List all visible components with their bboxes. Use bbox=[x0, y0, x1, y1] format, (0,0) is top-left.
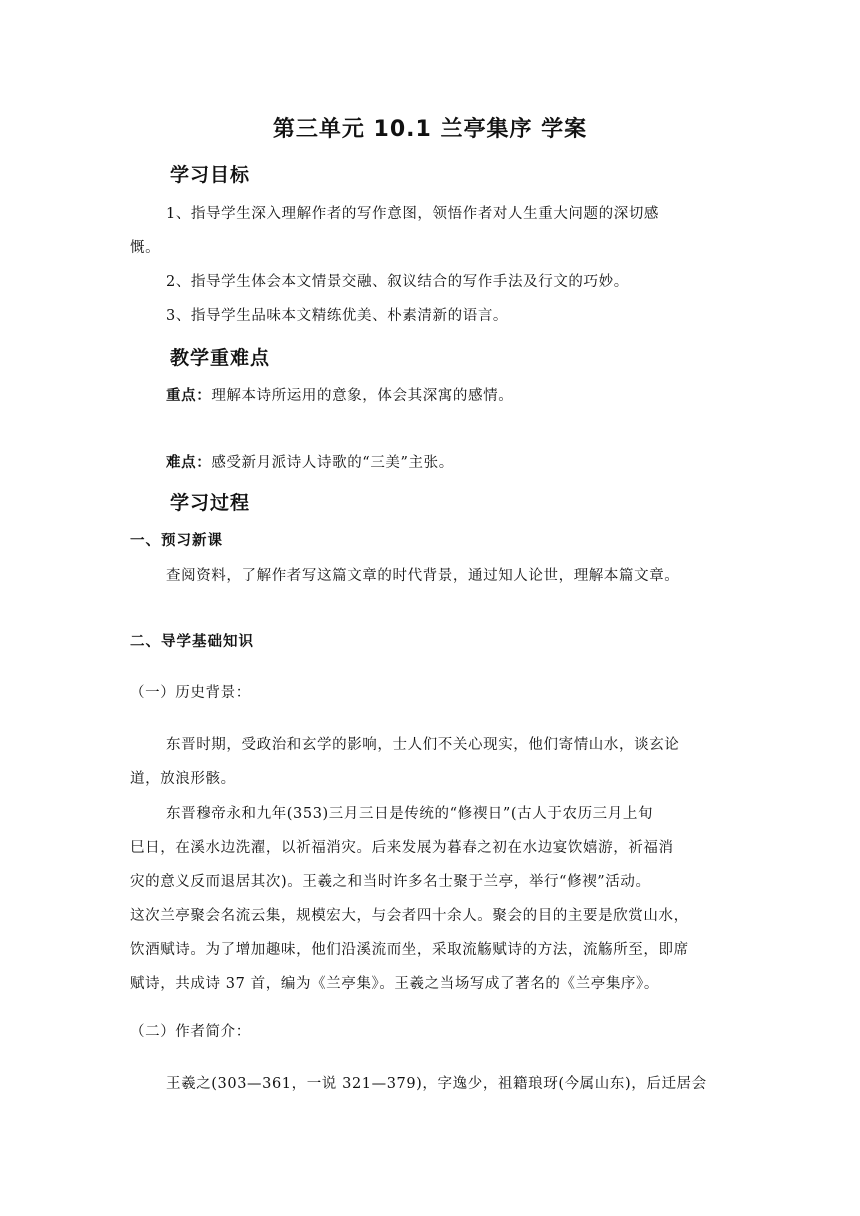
goal-item-3: 3、指导学生品味本文精练优美、朴素清新的语言。 bbox=[166, 308, 509, 324]
process-heading: 学习过程 bbox=[170, 492, 251, 514]
author-heading: （二）作者简介： bbox=[130, 1024, 251, 1040]
difficulty-line bbox=[166, 451, 454, 472]
preview-text: 查阅资料，了解作者写这篇文章的时代背景，通过知人论世，理解本篇文章。 bbox=[166, 568, 680, 584]
history-para1-line2: 道，放浪形骸。 bbox=[130, 771, 236, 787]
focus-text: 理解本诗所运用的意象，体会其深寓的感情。 bbox=[211, 388, 514, 404]
history-para2-line5: 饮酒赋诗。为了增加趣味，他们沿溪流而坐，采取流觞赋诗的方法，流觞所至，即席 bbox=[130, 942, 689, 958]
history-para2-line2: 巳日，在溪水边洗濯，以祈福消灾。后来发展为暮春之初在水边宴饮嬉游，祈福消 bbox=[130, 840, 674, 856]
focus-label: 重点： bbox=[166, 388, 212, 404]
goal-item-1: 1、指导学生深入理解作者的写作意图，领悟作者对人生重大问题的深切感 bbox=[166, 206, 660, 222]
history-para2-line6: 赋诗，共成诗 37 首，编为《兰亭集》。王羲之当场写成了著名的《兰亭集序》。 bbox=[130, 976, 659, 992]
goal-item-1-cont: 慨。 bbox=[130, 240, 161, 256]
page-title: 第三单元 10.1 兰亭集序 学案 bbox=[272, 117, 588, 142]
history-para2-line4: 这次兰亭聚会名流云集，规模宏大，与会者四十余人。聚会的目的主要是欣赏山水， bbox=[130, 908, 689, 924]
history-heading: （一）历史背景： bbox=[130, 685, 251, 701]
preview-heading: 一、预习新课 bbox=[130, 533, 223, 549]
history-para2-line1: 东晋穆帝永和九年(353)三月三日是传统的“修禊日”(古人于农历三月上旬 bbox=[166, 806, 654, 822]
keypoints-heading: 教学重难点 bbox=[170, 347, 271, 369]
goal-item-2: 2、指导学生体会本文情景交融、叙议结合的写作手法及行文的巧妙。 bbox=[166, 274, 629, 290]
basics-heading: 二、导学基础知识 bbox=[130, 634, 254, 650]
difficulty-text: 感受新月派诗人诗歌的“三美”主张。 bbox=[211, 455, 454, 471]
difficulty-label: 难点： bbox=[166, 455, 212, 471]
history-para2-line3: 灾的意义反而退居其次)。王羲之和当时许多名士聚于兰亭，举行“修禊”活动。 bbox=[130, 874, 651, 890]
history-para1-line1: 东晋时期，受政治和玄学的影响，士人们不关心现实，他们寄情山水，谈玄论 bbox=[166, 737, 680, 753]
author-para1-line1: 王羲之(303—361，一说 321—379)，字逸少，祖籍琅玡(今属山东)，后迁居会 bbox=[166, 1076, 707, 1092]
focus-line bbox=[166, 384, 513, 405]
goals-heading: 学习目标 bbox=[170, 164, 251, 186]
